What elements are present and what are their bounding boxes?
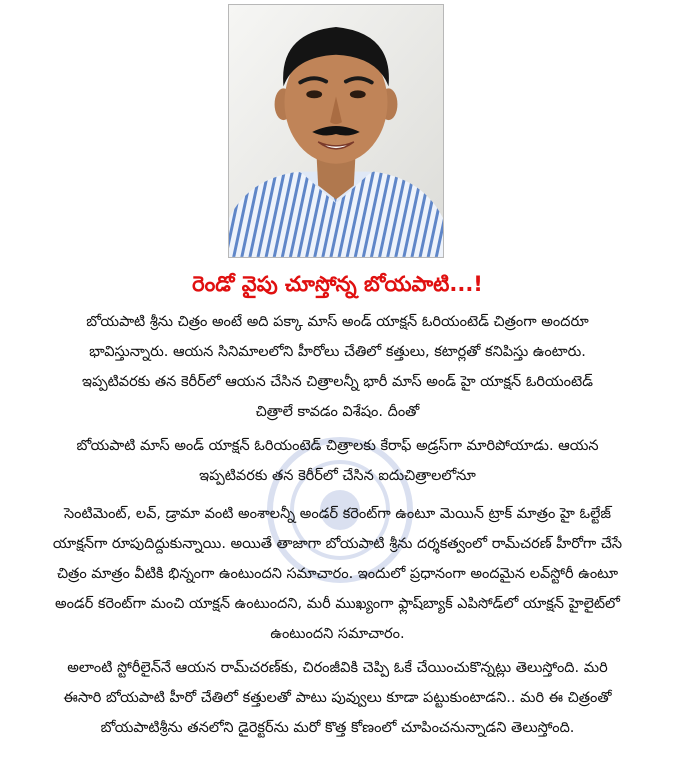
- text-line: ఇప్పటివరకు తన కెరీర్‌లో చేసిన ఐదుచిత్రాలలోనూ: [199, 468, 476, 484]
- text-line: అలాంటి స్టోరీలైన్‌నే ఆయన రామ్‌చరణ్‌కు, చిరంజీవికి చెప్పి ఓకే చేయించుకొన్నట్లు తెలుస్తోంది. మరి: [67, 660, 608, 676]
- text-line: బోయపాటిశ్రీను తనలోని డైరెక్టర్‌ను మరో కొత్త కోణంలో చూపించనున్నాడని తెలుస్తోంది.: [100, 720, 575, 736]
- text-line: బోయపాటి శ్రీను చిత్రం అంటే అది పక్కా మాస్ అండ్ యాక్షన్ ఓరియంటెడ్ చిత్రంగా అందరూ: [86, 314, 589, 330]
- text-line: చిత్రాలే కావడం విశేషం. దీంతో: [255, 404, 420, 420]
- article-headline: రెండో వైపు చూస్తోన్న బోయపాటి...!: [192, 272, 483, 296]
- text-line: ఈసారి బోయపాటి హీరో చేతిలో కత్తులతో పాటు పువ్వులు కూడా పట్టుకుంటాడని.. మరి ఈ చిత్రంతో: [63, 690, 612, 706]
- portrait-photo: [228, 4, 444, 258]
- portrait-image: [229, 5, 443, 257]
- text-line: బోయపాటి మాస్ అండ్ యాక్షన్ ఓరియంటెడ్ చిత్రాలకు కేరాఫ్ అడ్రస్‌గా మారిపోయాడు. ఆయన: [76, 438, 599, 454]
- text-line: భావిస్తున్నారు. ఆయన సినిమాలలోని హీరోలు చేతిలో కత్తులు, కటార్లతో కనిపిస్తు ఉంటారు.: [89, 344, 586, 360]
- text-line: ఉంటుందని సమాచారం.: [270, 626, 405, 642]
- text-line: అండర్ కరెంట్‌గా మంచి యాక్షన్ ఉంటుందని, మరీ ముఖ్యంగా ఫ్లాష్‌బ్యాక్ ఎపిసోడ్‌లో యాక్షన్ హైలైట్‌లో: [55, 596, 620, 612]
- text-line: సెంటిమెంట్, లవ్, డ్రామా వంటి అంశాలన్నీ అండర్ కరెంట్‌గా ఉంటూ మెయిన్ ట్రాక్ మాత్రం హై ఓల్టేజ్: [64, 506, 611, 522]
- text-line: ఇప్పటివరకు తన కెరీర్‌లో ఆయన చేసిన చిత్రాలన్నీ భారీ మాస్ అండ్ హై యాక్షన్ ఓరియంటెడ్: [82, 374, 593, 390]
- text-line: యాక్షన్‌గా రూపుదిద్దుకున్నాయి. అయితే తాజాగా బోయపాటి శ్రీను దర్శకత్వంలో రామ్‌చరణ్ హీరోగా చేసే: [52, 536, 623, 552]
- text-line: చిత్రం మాత్రం వీటికి భిన్నంగా ఉంటుందని సమాచారం. ఇందులో ప్రధానంగా అందమైన లవ్‌స్టోరీ ఉంటూ: [56, 566, 619, 582]
